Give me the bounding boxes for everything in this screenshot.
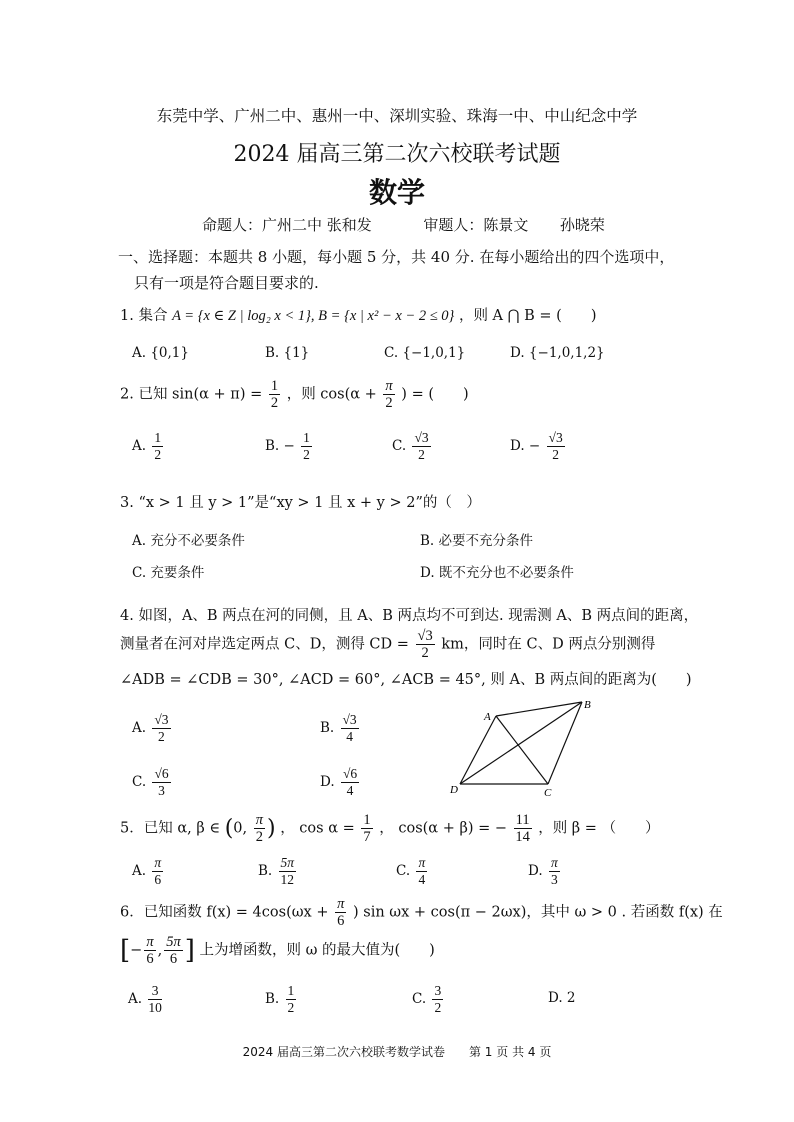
question-4-line-1: 4. 如图，A、B 两点在河的同侧，且 A、B 两点均不可到达. 现需测 A、B 两点间的距离， [120, 608, 699, 624]
q2-option-b: B. − $\frac{1}{2}$ [265, 430, 310, 462]
question-6-line-2: [− $\frac{\pi}{6}$ , $\frac{5\pi}{6}$ ] 上为增函数，则 ω 的最大值为( ) [120, 934, 435, 967]
q5-option-a: A. $\frac{\pi}{6}$ [132, 855, 162, 887]
edge-bc [548, 702, 582, 784]
section-heading [120, 244, 674, 296]
quadrilateral-diagram [446, 694, 606, 798]
q4-option-b: B. $\frac{√3}{4}$ [320, 712, 357, 744]
q6-option-a: A. $\frac{3}{10}$ [128, 983, 162, 1015]
q3-option-b: B. 必要不充分条件 [420, 533, 534, 549]
question-5: 5．已知 α, β ∈ (0, $\frac{\pi}{2}$ ) ， cos α = $\frac{1}{7}$ ， cos(α + β) = − $\frac{11}{14}$ ，则 β = （ ） [120, 812, 660, 845]
subject-title: 数学 [368, 176, 425, 209]
label-c: C [544, 787, 552, 798]
reviewer: 审题人：陈景文 [423, 216, 529, 234]
school-list: 东莞中学、广州二中、惠州一中、深圳实验、珠海一中、中山纪念中学 [156, 107, 638, 125]
q2-part-b: ，则 cos(α + [286, 386, 377, 403]
q2-fraction-pi-over-2: $\frac{\pi}{2}$ [385, 378, 393, 411]
question-4-line-2: 测量者在河对岸选定两点 C、D，测得 CD = $\frac{√3}{2}$ km，同时在 C、D 两点分别测得 [120, 628, 656, 661]
q2-fraction-half: $\frac{1}{2}$ [270, 378, 279, 411]
q5-option-b: B. $\frac{5\pi}{12}$ [258, 855, 295, 887]
edge-da [460, 716, 496, 784]
q6-option-d: D. 2 [548, 990, 576, 1006]
question-1 [120, 304, 596, 325]
edge-ab [496, 702, 582, 716]
q4-option-c: C. $\frac{√6}{3}$ [132, 766, 169, 798]
q2-option-c: C. $\frac{√3}{2}$ [392, 430, 429, 462]
question-4-line-3: ∠ADB = ∠CDB = 30°, ∠ACD = 60°, ∠ACB = 45°, 则 A、B 两点间的距离为( ) [120, 672, 692, 688]
q4-option-d: D. $\frac{√6}{4}$ [320, 766, 358, 798]
q1-option-b: B. {1} [265, 345, 310, 361]
question-6-line-1: 6．已知函数 f(x) = 4cos(ωx + $\frac{\pi}{6}$ ) sin ωx + cos(π − 2ωx)，其中 ω > 0 . 若函数 f(x) 在 [120, 896, 723, 929]
diagonal-ac [496, 716, 548, 784]
label-b: B [584, 699, 591, 711]
q6-option-b: B. $\frac{1}{2}$ [265, 983, 295, 1015]
question-3: 3. “x > 1 且 y > 1”是“xy > 1 且 x + y > 2”的（ ） [120, 495, 481, 511]
q1-math: A = {x ∈ Z | log₂ x < 1}, B = {x | x² − x − 2 ≤ 0} [172, 308, 455, 324]
reviewer-2: 孙晓荣 [559, 216, 605, 234]
q2-option-d: D. − $\frac{√3}{2}$ [510, 430, 563, 462]
label-a: A [484, 711, 491, 723]
exam-title: 2024 届高三第二次六校联考试题 [233, 142, 561, 167]
q1-option-a: A. {0,1} [132, 345, 189, 361]
q1-suffix: ，则 A ⋂ B = ( ) [458, 308, 597, 324]
page-footer: 2024 届高三第二次六校联考数学试卷 第 1 页 共 4 页 [242, 1045, 552, 1059]
q3-option-a: A. 充分不必要条件 [132, 533, 245, 549]
q6-option-c: C. $\frac{3}{2}$ [412, 983, 442, 1015]
q1-option-d: D. {−1,0,1,2} [510, 345, 605, 361]
label-d: D [450, 784, 458, 796]
q2-part-a: 2. 已知 sin(α + π) = [120, 386, 263, 403]
q3-option-c: C. 充要条件 [132, 565, 205, 581]
author: 命题人：广州二中 张和发 [202, 216, 372, 234]
section-line-2: 只有一项是符合题目要求的. [134, 274, 319, 292]
question-2 [120, 378, 469, 411]
author-line [202, 214, 605, 235]
q1-option-c: C. {−1,0,1} [384, 345, 466, 361]
q4-option-a: A. $\frac{√3}{2}$ [132, 712, 169, 744]
q5-option-c: C. $\frac{\pi}{4}$ [396, 855, 426, 887]
q1-prefix: 1. 集合 [120, 308, 168, 324]
section-line-1: 一、选择题：本题共 8 小题，每小题 5 分，共 40 分. 在每小题给出的四个选项中， [118, 248, 675, 266]
q3-option-d: D. 既不充分也不必要条件 [420, 565, 574, 581]
diagonal-db [460, 702, 582, 784]
q2-part-c: ) = ( ) [401, 386, 469, 403]
q2-option-a: A. $\frac{1}{2}$ [132, 430, 162, 462]
q5-option-d: D. $\frac{\pi}{3}$ [528, 855, 558, 887]
